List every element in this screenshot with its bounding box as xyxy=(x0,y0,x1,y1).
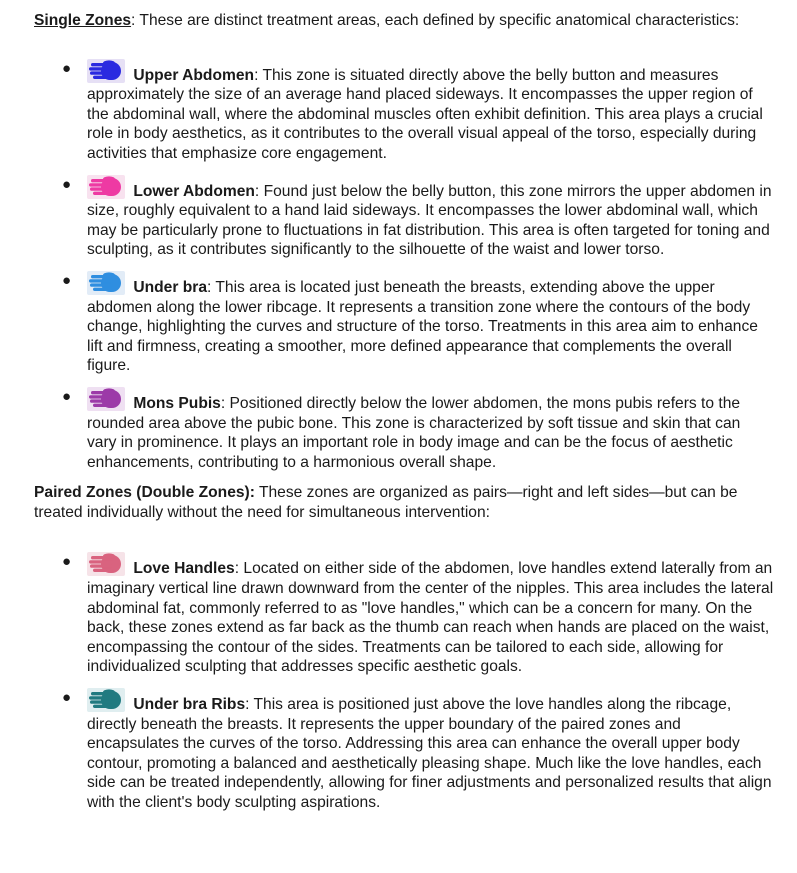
hand-icon xyxy=(87,59,125,83)
single-zones-title: Single Zones xyxy=(34,12,132,29)
zone-under-bra xyxy=(34,271,774,376)
zone-name: Under bra Ribs xyxy=(133,696,246,714)
single-zones-list xyxy=(34,59,774,473)
hand-icon xyxy=(87,175,125,199)
single-zones-description: : These are distinct treatment areas, each defined by specific anatomical characteristics: xyxy=(131,12,740,29)
zone-text: : This area is positioned just above the love handles along the ribcage, directly beneath the breasts. It represents the upper boundary of the paired zones and encapsulates the curves of the torso. Addressing this area can enhance the overall upper body contour, promoting a balanced and aesthetically pleasing shape. Much like the love handles, each side can be treated independently, allowing for finer adjustments and personalized results that align with the client's body sculpting aspirations. xyxy=(87,696,772,811)
zone-text: : Positioned directly below the lower abdomen, the mons pubis refers to the rounded area above the pubic bone. This zone is characterized by soft tissue and skin that can vary in prominence. It plays an important role in body image and can be the focus of aesthetic enhancements, contributing to a harmonious overall shape. xyxy=(87,394,741,471)
hand-icon xyxy=(87,387,125,411)
zone-name: Love Handles xyxy=(133,560,235,578)
hand-icon xyxy=(87,552,125,576)
single-zones-intro xyxy=(34,11,774,31)
zone-mons-pubis xyxy=(34,387,774,472)
bullet: ● xyxy=(62,553,72,571)
paired-zones-title: Paired Zones (Double Zones): xyxy=(34,484,255,502)
zone-name: Mons Pubis xyxy=(133,394,221,412)
zone-upper-abdomen xyxy=(34,59,774,164)
zone-text: : This area is located just beneath the breasts, extending above the upper abdomen along the lower ribcage. It represents a transition zone where the contours of the body change, highlighting the curves and structure of the torso. Treatments in this area aim to enhance lift and firmness, creating a smoother, more defined appearance that complements the overall figure. xyxy=(87,278,758,375)
zone-name: Lower Abdomen xyxy=(133,182,255,200)
paired-zones-description: These zones are organized as pairs—right and left sides—but can be treated individually without the need for simultaneous intervention: xyxy=(34,484,738,521)
paired-zones-intro xyxy=(34,483,774,522)
hand-icon xyxy=(87,688,125,712)
hand-icon xyxy=(87,271,125,295)
zone-text: : This zone is situated directly above the belly button and measures approximately the size of an average hand placed sideways. It encompasses the upper region of the abdominal wall, where the abdominal muscles often exhibit definition. This area plays a crucial role in body aesthetics, as it contributes to the overall visual appeal of the torso, especially during activities that emphasize core engagement. xyxy=(87,66,763,162)
zone-text: : Found just below the belly button, this zone mirrors the upper abdomen in size, roughly equivalent to a hand laid sideways. It encompasses the lower abdominal wall, which may be particularly prone to fluctuations in fat distribution. This area is often targeted for toning and sculpting, as it contributes significantly to the silhouette of the waist and lower torso. xyxy=(87,182,772,259)
bullet: ● xyxy=(62,175,72,193)
paired-zones-list xyxy=(34,552,774,812)
zone-lower-abdomen xyxy=(34,175,774,260)
bullet: ● xyxy=(62,387,72,405)
bullet: ● xyxy=(62,689,72,707)
document xyxy=(34,11,774,824)
zone-under-bra-ribs xyxy=(34,688,774,813)
zone-name: Under bra xyxy=(133,278,207,296)
bullet: ● xyxy=(62,59,72,77)
zone-name: Upper Abdomen xyxy=(133,66,255,84)
bullet: ● xyxy=(62,271,72,289)
zone-love-handles xyxy=(34,552,774,677)
zone-text: : Located on either side of the abdomen, love handles extend laterally from an imaginary vertical line drawn downward from the center of the nipples. This area includes the lateral abdominal fat, commonly referred to as "love handles," which can be a concern for many. On the back, these zones extend as far back as the thumb can reach when hands are placed on the waist, encompassing the contour of the sides. Treatments can be tailored to each side, allowing for individualized sculpting that addresses specific aesthetic goals. xyxy=(87,560,774,676)
